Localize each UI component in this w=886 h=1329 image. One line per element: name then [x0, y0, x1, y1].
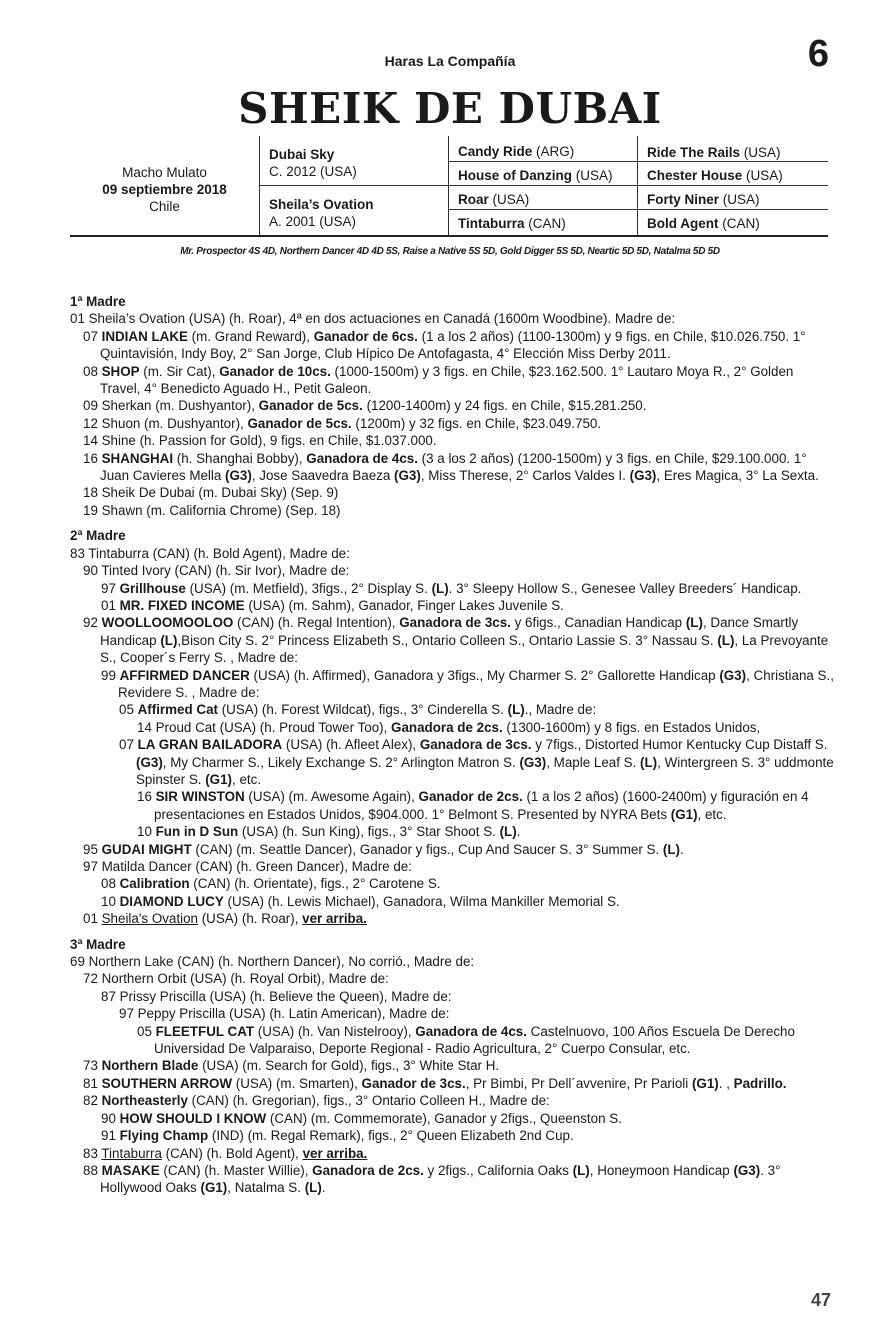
family-entry: 01 MR. FIXED INCOME (USA) (m. Sahm), Ganador, Finger Lakes Juvenile S.: [101, 597, 564, 613]
grandparent: House of Danzing (USA): [458, 168, 613, 183]
lot-number: 6: [807, 33, 829, 75]
great-grandparent: Forty Niner (USA): [647, 192, 760, 207]
section-title: 1ª Madre: [70, 294, 126, 309]
family-entry: 16 SHANGHAI (h. Shanghai Bobby), Ganadora de 4cs. (3 a los 2 años) (1200-1500m) y 3 figs. en Chile, $29.100.000. 1° Juan Cavieres Mella (G3), Jose Saavedra Baeza (G3), Miss Therese, 2° Carlos Valdes I. (G3), Eres Magica, 3° La Sexta.: [83, 450, 819, 484]
family-entry: 97 Grillhouse (USA) (m. Metfield), 3figs., 2° Display S. (L). 3° Sleepy Hollow S., Genesee Valley Breeders´ Handicap.: [101, 580, 802, 596]
family-entry: 01 Sheila's Ovation (USA) (h. Roar), ver arriba.: [83, 911, 367, 927]
dam-cell: [269, 196, 374, 230]
haras-name: Haras La Compañía: [384, 53, 516, 69]
family-entry: 87 Prissy Priscilla (USA) (h. Believe the Queen), Madre de:: [101, 988, 452, 1004]
family-entry: 95 GUDAI MIGHT (CAN) (m. Seattle Dancer), Ganador y figs., Cup And Saucer S. 3° Summer S. (L).: [83, 841, 684, 857]
birth-date: 09 septiembre 2018: [102, 182, 227, 197]
family-entry: 16 SIR WINSTON (USA) (m. Awesome Again), Ganador de 2cs. (1 a los 2 años) (1600-2400m) y figuración en 4 presentaciones en Estados Unidos, $904.000. 1° Belmont S. Presented by NYRA Bets (G1), etc.: [137, 789, 809, 822]
section-title: 3ª Madre: [70, 936, 126, 952]
family-entry: 08 SHOP (m. Sir Cat), Ganador de 10cs. (1000-1500m) y 3 figs. en Chile, $23.162.500. 1° Lautaro Moya R., 2° Golden Travel, 4° Benedicto Aguado H., Petit Galeon.: [83, 363, 794, 397]
family-entry: 08 Calibration (CAN) (h. Orientate), figs., 2° Carotene S.: [101, 876, 441, 892]
family-entry: 18 Sheik De Dubai (m. Dubai Sky) (Sep. 9): [83, 485, 339, 501]
family-entry: 69 Northern Lake (CAN) (h. Northern Dancer), No corrió., Madre de:: [70, 954, 475, 970]
grandparent: Roar (USA): [458, 192, 530, 207]
page-number: 47: [810, 1290, 831, 1310]
family-entry: 83 Tintaburra (CAN) (h. Bold Agent), Madre de:: [70, 545, 350, 561]
family-entry: 82 Northeasterly (CAN) (h. Gregorian), figs., 3° Ontario Colleen H., Madre de:: [83, 1093, 550, 1109]
family-entry: 90 Tinted Ivory (CAN) (h. Sir Ivor), Madre de:: [83, 563, 350, 579]
family-entry: 92 WOOLLOOMOOLOO (CAN) (h. Regal Intention), Ganadora de 3cs. y 6figs., Canadian Handicap (L), Dance Smartly Handicap (L),Bison City S. 2° Princess Elizabeth S., Ontario Colleen S., Ontario Lassie S. 3° Nassau S. (L), La Prevoyante S., Cooper´s Ferry S. , Madre de:: [83, 615, 829, 666]
country: Chile: [149, 199, 180, 214]
family-entry: 19 Shawn (m. California Chrome) (Sep. 18): [83, 502, 341, 518]
great-grandparent: Ride The Rails (USA): [647, 145, 781, 160]
family-entry: 14 Proud Cat (USA) (h. Proud Tower Too), Ganadora de 2cs. (1300-1600m) y 8 figs. en Estados Unidos,: [137, 719, 761, 735]
section-title: 2ª Madre: [70, 528, 126, 544]
family-entry: 12 Shuon (m. Dushyantor), Ganador de 5cs. (1200m) y 32 figs. en Chile, $23.049.750.: [83, 415, 602, 431]
great-grandparent: Chester House (USA): [647, 168, 783, 183]
family-entry: 10 DIAMOND LUCY (USA) (h. Lewis Michael), Ganadora, Wilma Mankiller Memorial S.: [101, 893, 620, 909]
dam-name: Sheila’s Ovation: [269, 197, 374, 212]
pedigree-table: [70, 136, 828, 237]
sire-info: C. 2012 (USA): [269, 164, 357, 179]
family-entry: 83 Tintaburra (CAN) (h. Bold Agent), ver arriba.: [83, 1145, 368, 1161]
family-entry: 88 MASAKE (CAN) (h. Master Willie), Ganadora de 2cs. y 2figs., California Oaks (L), Honeymoon Handicap (G3). 3° Hollywood Oaks (G1), Natalma S. (L).: [83, 1162, 781, 1196]
family-entry: 90 HOW SHOULD I KNOW (CAN) (m. Commemorate), Ganador y 2figs., Queenston S.: [101, 1110, 622, 1126]
great-grandparent: Bold Agent (CAN): [647, 216, 760, 231]
dam-info: A. 2001 (USA): [269, 214, 357, 229]
family-history: [70, 293, 835, 1197]
family-entry: 91 Flying Champ (IND) (m. Regal Remark), figs., 2° Queen Elizabeth 2nd Cup.: [101, 1128, 574, 1144]
grandparent: Candy Ride (ARG): [458, 144, 575, 159]
horse-name-title: SHEIK DE DUBAI: [238, 84, 662, 133]
family-entry: 10 Fun in D Sun (USA) (h. Sun King), figs., 3° Star Shoot S. (L).: [137, 824, 521, 840]
subject-info: [70, 164, 259, 215]
family-entry: 99 AFFIRMED DANCER (USA) (h. Affirmed), Ganadora y 3figs., My Charmer S. 2° Gallorette Handicap (G3), Christiana S., Revidere S. , Madre de:: [101, 667, 834, 700]
family-entry: 07 LA GRAN BAILADORA (USA) (h. Afleet Alex), Ganadora de 3cs. y 7figs., Distorted Humor Kentucky Cup Distaff S. (G3), My Charmer S., Likely Exchange S. 2° Arlington Matron S. (G3), Maple Leaf S. (L), Wintergreen S. 3° uddmonte Spinster S. (G1), etc.: [119, 737, 834, 787]
family-entry: 05 Affirmed Cat (USA) (h. Forest Wildcat), figs., 3° Cinderella S. (L)., Madre de:: [119, 702, 597, 718]
sex-color: Macho Mulato: [122, 165, 207, 180]
family-entry: 07 INDIAN LAKE (m. Grand Reward), Ganador de 6cs. (1 a los 2 años) (1100-1300m) y 9 figs. en Chile, $10.026.750. 1° Quintavisión, Indy Boy, 2° San Jorge, Club Hípico De Antofagasta, 4° Elección Miss Derby 2011.: [83, 328, 806, 362]
family-entry: 14 Shine (h. Passion for Gold), 9 figs. en Chile, $1.037.000.: [83, 433, 437, 449]
inbreeding-crosses: Mr. Prospector 4S 4D, Northern Dancer 4D 4D 5S, Raise a Native 5S 5D, Gold Digger 5S 5D, Neartic 5D 5D, Natalma 5D 5D: [180, 246, 720, 257]
family-entry: 97 Peppy Priscilla (USA) (h. Latin American), Madre de:: [119, 1006, 450, 1022]
sire-cell: [269, 146, 357, 180]
family-entry: 72 Northern Orbit (USA) (h. Royal Orbit), Madre de:: [83, 971, 389, 987]
family-entry: 09 Sherkan (m. Dushyantor), Ganador de 5cs. (1200-1400m) y 24 figs. en Chile, $15.281.250.: [83, 398, 647, 414]
grandparent: Tintaburra (CAN): [458, 216, 566, 231]
family-entry: 73 Northern Blade (USA) (m. Search for Gold), figs., 3° White Star H.: [83, 1058, 500, 1074]
family-entry: 97 Matilda Dancer (CAN) (h. Green Dancer), Madre de:: [83, 859, 412, 874]
sire-name: Dubai Sky: [269, 147, 335, 162]
family-entry: 01 Sheila’s Ovation (USA) (h. Roar), 4ª en dos actuaciones en Canadá (1600m Woodbine). Madre de:: [70, 311, 676, 327]
family-entry: 81 SOUTHERN ARROW (USA) (m. Smarten), Ganador de 3cs., Pr Bimbi, Pr Dell´avvenire, Pr Parioli (G1). , Padrillo.: [83, 1075, 787, 1091]
family-entry: 05 FLEETFUL CAT (USA) (h. Van Nistelrooy), Ganadora de 4cs. Castelnuovo, 100 Años Escuela De Derecho Universidad De Valparaiso, Deporte Regional - Radio Agricultura, 2° Cuerpo Consular, etc.: [137, 1023, 795, 1057]
